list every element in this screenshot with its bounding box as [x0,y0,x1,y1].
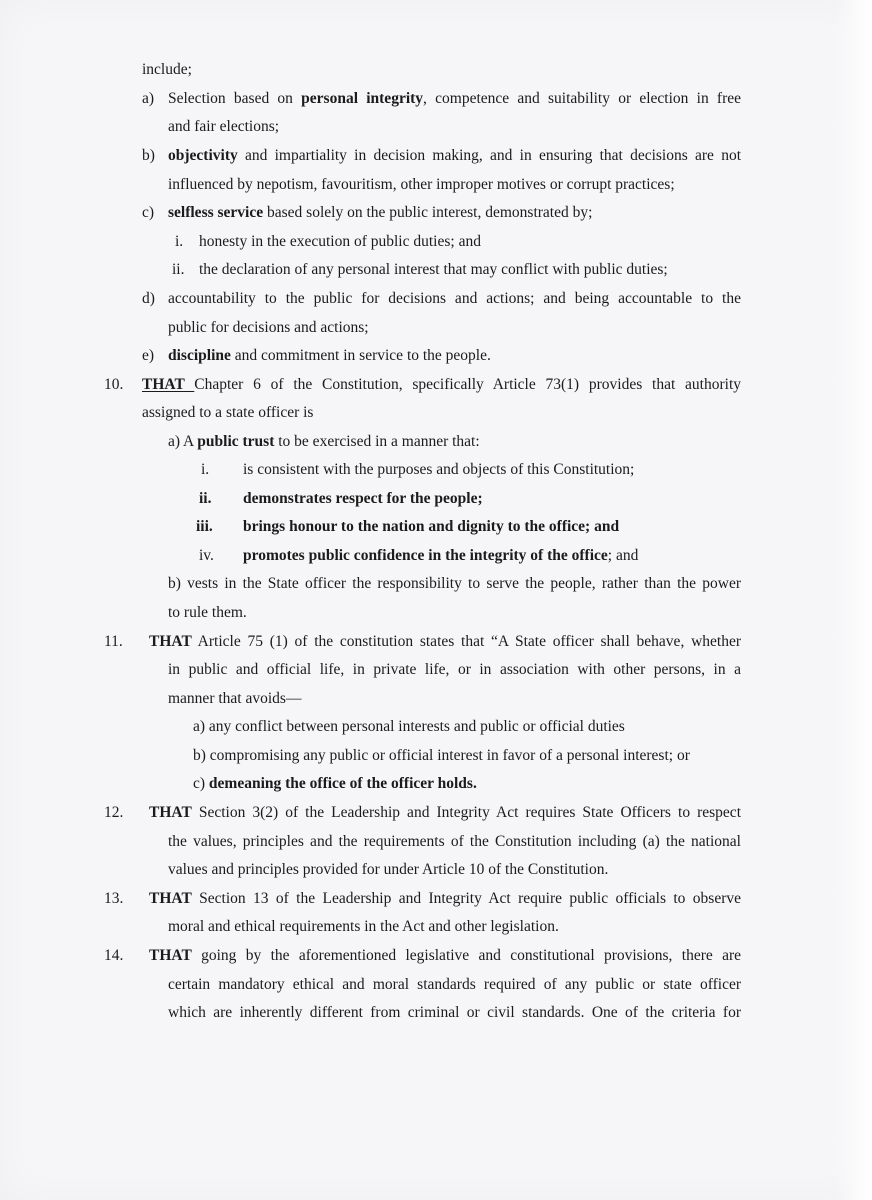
roman-item-ii: demonstrates respect for the people; [243,490,483,507]
list-marker: a) [142,90,155,107]
paragraph-10-line2: assigned to a state officer is [142,404,314,421]
paragraph-10-b: b) vests in the State officer the responsibility to serve the people, rather than the power [168,575,741,592]
intro-text: include; [142,61,192,78]
that-lead: THAT [142,376,195,393]
paragraph-13-line1: THAT Section 13 of the Leadership and Integrity Act require public officials to observe [149,890,741,907]
sub-item-i [175,228,183,257]
list-item-b-cont: influenced by nepotism, favouritism, other improper motives or corrupt practices; [168,176,675,193]
list-item-e-text: discipline and commitment in service to the people. [168,347,491,364]
list-item-c-text: selfless service based solely on the public interest, demonstrated by; [168,204,593,221]
that-lead: THAT [149,804,192,821]
bold-term: discipline [168,347,231,364]
paragraph-number-13: 13. [104,890,124,907]
paragraph-11-line3: manner that avoids— [168,690,302,707]
paragraph-number-11: 11. [104,633,123,650]
roman-item-iv: promotes public confidence in the integrity of the office; and [243,547,639,564]
paragraph-12-line3: values and principles provided for under Article 10 of the Constitution. [168,861,609,878]
roman-item-i: is consistent with the purposes and objects of this Constitution; [243,461,635,478]
paragraph-10-line1: THAT Chapter 6 of the Constitution, specifically Article 73(1) provides that authority [142,376,741,393]
list-item-c [142,199,154,228]
paragraph-11-item-c: c) demeaning the office of the officer holds. [193,775,477,792]
list-item-a-cont: and fair elections; [168,118,280,135]
paragraph-12-line1: THAT Section 3(2) of the Leadership and Integrity Act requires State Officers to respect [149,804,741,821]
scan-edge [836,0,872,1200]
roman-marker-i: i. [201,461,210,478]
paragraph-12-line2: the values, principles and the requirements of the Constitution including (a) the national [168,833,741,850]
list-item-a [142,85,154,114]
paragraph-14-line1: THAT going by the aforementioned legislative and constitutional provisions, there are [149,947,741,964]
roman-marker-iii: iii. [196,518,213,535]
list-item-d-cont: public for decisions and actions; [168,319,369,336]
intro-line [142,56,192,85]
list-item-d [142,285,155,314]
paragraph-number-12: 12. [104,804,124,821]
that-lead: THAT [149,947,192,964]
paragraph-11-line2: in public and official life, in private life, or in association with other persons, in a [168,661,741,678]
bold-term: selfless service [168,204,264,221]
paragraph-14-line3: which are inherently different from criminal or civil standards. One of the criteria for [168,1004,741,1021]
list-marker: e) [142,347,155,364]
bold-term: objectivity [168,147,238,164]
roman-marker-ii: ii. [199,490,212,507]
paragraph-10-a: a) A public trust to be exercised in a manner that: [168,433,480,450]
list-item-e [142,342,154,371]
sub-marker: i. [175,233,184,250]
paragraph-13-line2: moral and ethical requirements in the Act and other legislation. [168,918,559,935]
list-item-b [142,142,155,171]
roman-item-iii: brings honour to the nation and dignity to the office; and [243,518,620,535]
paragraph-11-item-b: b) compromising any public or official interest in favor of a personal interest; or [193,747,690,764]
roman-marker-iv: iv. [199,547,214,564]
paragraph-number-10: 10. [104,376,124,393]
paragraph-11-line1: THAT Article 75 (1) of the constitution states that “A State officer shall behave, whether [149,633,741,650]
that-lead: THAT [149,633,192,650]
list-item-d-text: accountability to the public for decisions and actions; and being accountable to the [168,290,741,307]
sub-item-ii-text: the declaration of any personal interest that may conflict with public duties; [199,261,668,278]
bold-term: public trust [197,433,275,450]
sub-item-i-text: honesty in the execution of public duties; and [199,233,481,250]
list-marker: b) [142,147,155,164]
that-lead: THAT [149,890,192,907]
sub-item-ii [172,256,185,285]
list-marker: c) [142,204,155,221]
paragraph-10-b-cont: to rule them. [168,604,247,621]
list-marker: d) [142,290,155,307]
paragraph-number-14: 14. [104,947,124,964]
sub-marker: ii. [172,261,185,278]
paragraph-11-item-a: a) any conflict between personal interests and public or official duties [193,718,625,735]
list-item-a-text: Selection based on personal integrity, competence and suitability or election in free [168,90,742,107]
paragraph-14-line2: certain mandatory ethical and moral standards required of any public or state officer [168,976,741,993]
bold-term: personal integrity [301,90,424,107]
list-item-b-text: objectivity and impartiality in decision making, and in ensuring that decisions are not [168,147,741,164]
